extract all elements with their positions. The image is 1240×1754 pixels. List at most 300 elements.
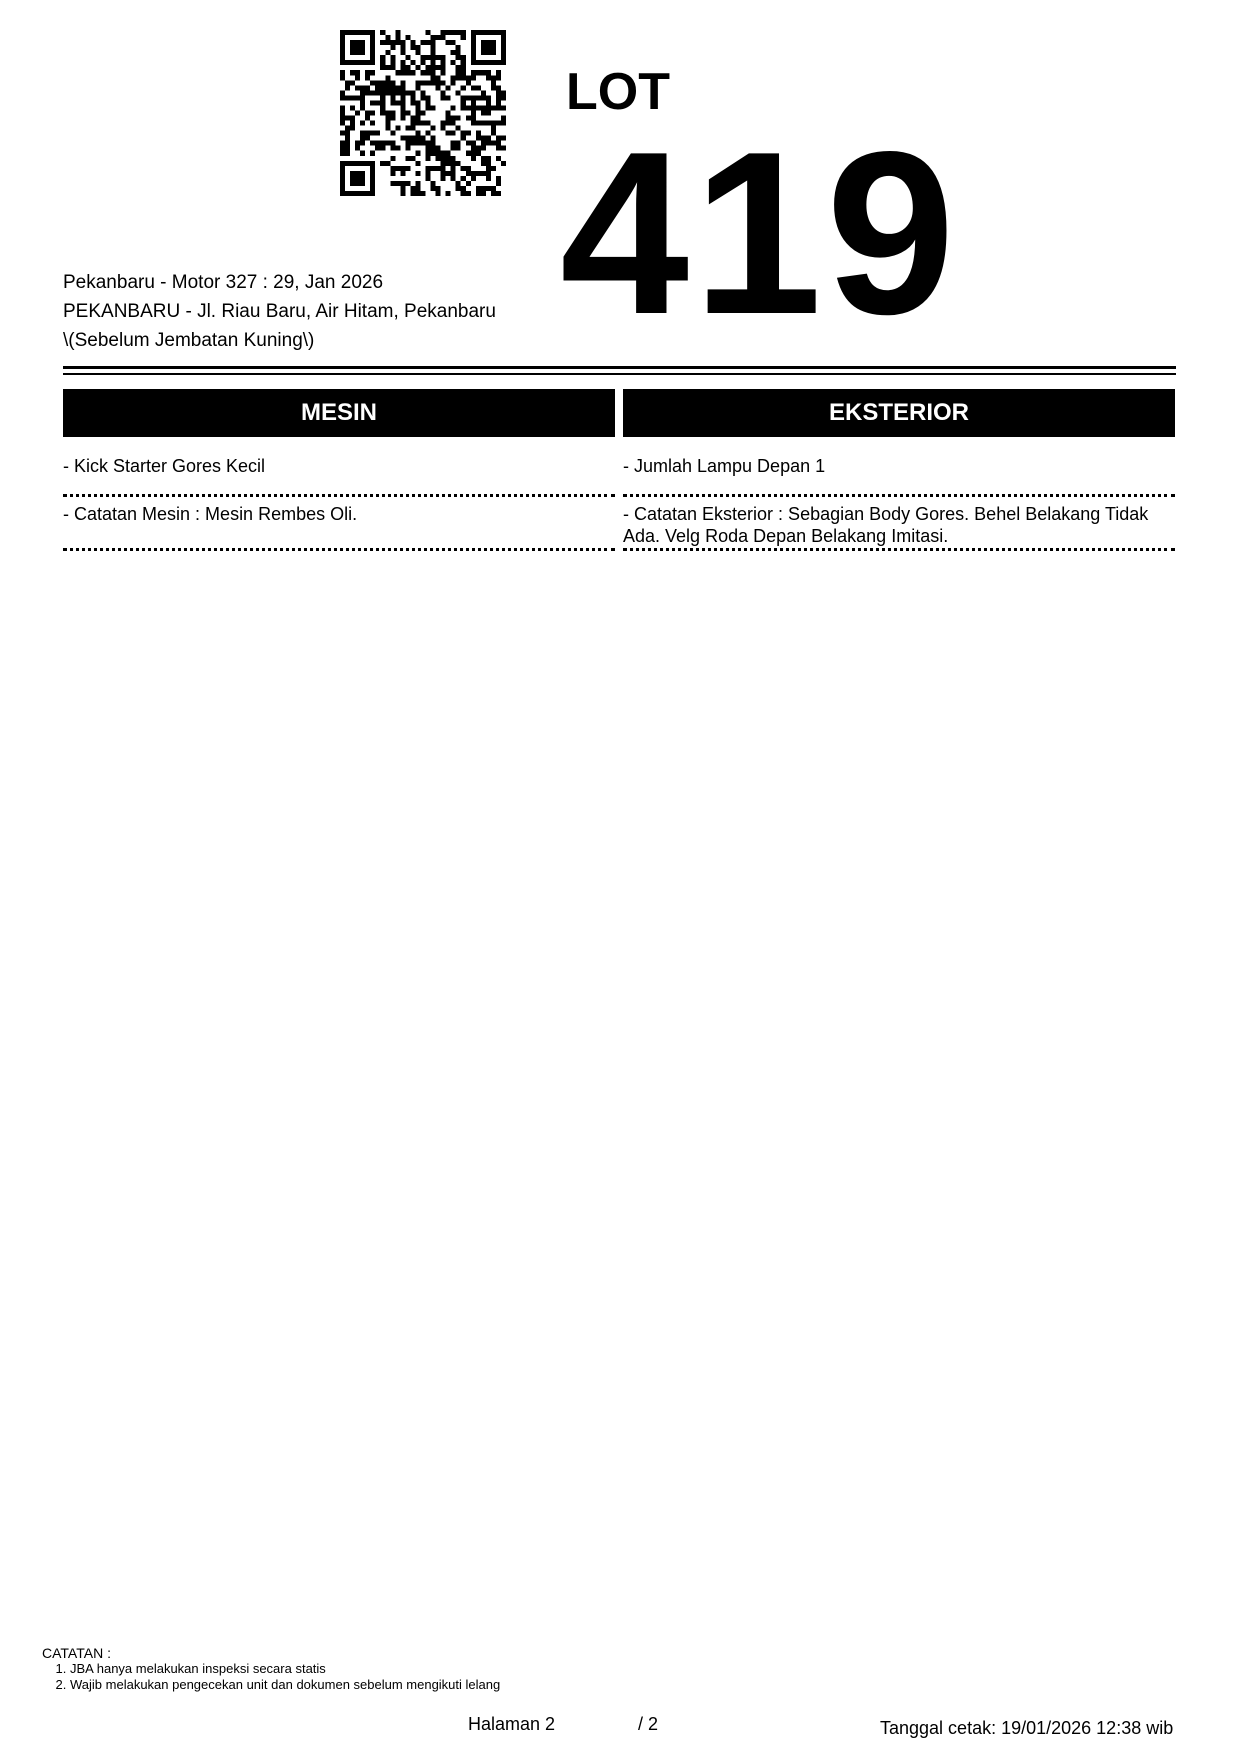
qr-module xyxy=(471,85,476,90)
qr-module xyxy=(471,45,476,50)
qr-module xyxy=(340,70,345,75)
qr-module xyxy=(345,146,350,151)
qr-module xyxy=(390,65,395,70)
qr-module xyxy=(456,30,461,35)
qr-module xyxy=(476,186,481,191)
qr-module xyxy=(436,35,441,40)
qr-module xyxy=(426,156,431,161)
qr-module xyxy=(461,191,466,196)
qr-code xyxy=(340,30,506,196)
qr-module xyxy=(355,95,360,100)
qr-module xyxy=(415,141,420,146)
qr-module xyxy=(426,40,431,45)
qr-module xyxy=(496,176,501,181)
qr-module xyxy=(436,151,441,156)
qr-module xyxy=(360,191,365,196)
qr-module xyxy=(436,85,441,90)
qr-module xyxy=(355,191,360,196)
qr-module xyxy=(410,136,415,141)
qr-module xyxy=(390,131,395,136)
qr-module xyxy=(365,131,370,136)
qr-module xyxy=(461,70,466,75)
qr-module xyxy=(350,95,355,100)
qr-module xyxy=(486,75,491,80)
qr-module xyxy=(496,100,501,105)
qr-module xyxy=(481,110,486,115)
qr-module xyxy=(385,75,390,80)
qr-module xyxy=(481,90,486,95)
qr-module xyxy=(491,105,496,110)
qr-module xyxy=(355,141,360,146)
qr-module xyxy=(345,191,350,196)
qr-module xyxy=(501,161,506,166)
qr-module xyxy=(441,95,446,100)
qr-module xyxy=(426,95,431,100)
qr-module xyxy=(360,95,365,100)
qr-module xyxy=(501,116,506,121)
qr-module xyxy=(380,80,385,85)
qr-module xyxy=(365,60,370,65)
page-number: Halaman 2 xyxy=(468,1714,556,1734)
lot-number: 419 xyxy=(560,104,960,363)
qr-module xyxy=(461,166,466,171)
qr-module xyxy=(476,171,481,176)
qr-module xyxy=(360,90,365,95)
qr-module xyxy=(476,121,481,126)
qr-module xyxy=(410,90,415,95)
qr-module xyxy=(360,131,365,136)
qr-module xyxy=(415,191,420,196)
qr-module xyxy=(501,40,506,45)
qr-module xyxy=(405,110,410,115)
qr-module xyxy=(501,146,506,151)
qr-module xyxy=(491,50,496,55)
qr-module xyxy=(426,65,431,70)
qr-module xyxy=(471,171,476,176)
qr-module xyxy=(441,55,446,60)
qr-module xyxy=(400,191,405,196)
qr-module xyxy=(426,55,431,60)
qr-module xyxy=(451,161,456,166)
qr-module xyxy=(426,70,431,75)
qr-module xyxy=(461,75,466,80)
qr-module xyxy=(400,181,405,186)
qr-module xyxy=(461,30,466,35)
qr-module xyxy=(466,105,471,110)
list-item: - Jumlah Lampu Depan 1 xyxy=(623,437,1175,497)
qr-module xyxy=(496,156,501,161)
qr-module xyxy=(466,116,471,121)
qr-module xyxy=(345,30,350,35)
qr-module xyxy=(471,55,476,60)
qr-module xyxy=(360,181,365,186)
qr-module xyxy=(395,146,400,151)
qr-module xyxy=(451,60,456,65)
qr-module xyxy=(441,171,446,176)
qr-module xyxy=(380,85,385,90)
qr-module xyxy=(481,70,486,75)
divider xyxy=(63,366,1176,369)
qr-module xyxy=(431,45,436,50)
qr-module xyxy=(390,80,395,85)
qr-module xyxy=(426,100,431,105)
qr-module xyxy=(340,191,345,196)
qr-module xyxy=(431,186,436,191)
qr-module xyxy=(390,55,395,60)
qr-module xyxy=(340,40,345,45)
qr-module xyxy=(345,131,350,136)
qr-module xyxy=(461,105,466,110)
qr-module xyxy=(436,191,441,196)
qr-module xyxy=(451,30,456,35)
qr-module xyxy=(370,161,375,166)
qr-module xyxy=(340,131,345,136)
auction-location: PEKANBARU - Jl. Riau Baru, Air Hitam, Pekanbaru xyxy=(63,301,496,322)
qr-module xyxy=(410,126,415,131)
qr-module xyxy=(380,55,385,60)
qr-module xyxy=(461,35,466,40)
qr-module xyxy=(456,65,461,70)
qr-module xyxy=(501,121,506,126)
qr-module xyxy=(375,131,380,136)
qr-module xyxy=(410,191,415,196)
qr-module xyxy=(370,35,375,40)
qr-module xyxy=(365,75,370,80)
qr-module xyxy=(400,110,405,115)
qr-module xyxy=(350,176,355,181)
qr-module xyxy=(471,116,476,121)
qr-module xyxy=(415,80,420,85)
qr-module xyxy=(400,116,405,121)
qr-module xyxy=(375,141,380,146)
qr-module xyxy=(390,141,395,146)
qr-module xyxy=(380,110,385,115)
qr-module xyxy=(420,55,425,60)
notes-list xyxy=(42,1661,500,1693)
qr-module xyxy=(400,171,405,176)
qr-module xyxy=(390,95,395,100)
qr-module xyxy=(466,191,471,196)
qr-module xyxy=(415,65,420,70)
qr-module xyxy=(466,75,471,80)
qr-module xyxy=(481,156,486,161)
qr-module xyxy=(420,70,425,75)
qr-module xyxy=(446,116,451,121)
qr-module xyxy=(390,156,395,161)
qr-module xyxy=(360,85,365,90)
qr-module xyxy=(400,45,405,50)
qr-module xyxy=(426,151,431,156)
qr-module xyxy=(471,100,476,105)
qr-module xyxy=(340,55,345,60)
qr-module xyxy=(446,151,451,156)
qr-module xyxy=(481,95,486,100)
divider xyxy=(63,373,1176,375)
qr-module xyxy=(466,166,471,171)
qr-module xyxy=(481,105,486,110)
qr-module xyxy=(410,116,415,121)
qr-module xyxy=(360,40,365,45)
qr-module xyxy=(456,116,461,121)
qr-module xyxy=(496,146,501,151)
qr-module xyxy=(395,100,400,105)
qr-module xyxy=(471,50,476,55)
qr-module xyxy=(486,60,491,65)
qr-module xyxy=(486,166,491,171)
qr-module xyxy=(350,191,355,196)
qr-module xyxy=(350,45,355,50)
qr-module xyxy=(476,146,481,151)
qr-module xyxy=(436,65,441,70)
qr-module xyxy=(441,90,446,95)
qr-module xyxy=(456,146,461,151)
qr-module xyxy=(481,40,486,45)
qr-module xyxy=(431,146,436,151)
qr-module xyxy=(471,110,476,115)
qr-module xyxy=(471,121,476,126)
qr-module xyxy=(496,121,501,126)
qr-module xyxy=(456,141,461,146)
qr-module xyxy=(350,80,355,85)
qr-module xyxy=(441,121,446,126)
qr-module xyxy=(400,50,405,55)
page-total: / 2 xyxy=(638,1714,659,1734)
qr-module xyxy=(476,70,481,75)
qr-module xyxy=(385,50,390,55)
qr-module xyxy=(501,45,506,50)
qr-module xyxy=(431,55,436,60)
qr-module xyxy=(476,191,481,196)
qr-module xyxy=(380,146,385,151)
qr-module xyxy=(360,141,365,146)
qr-module xyxy=(410,186,415,191)
qr-module xyxy=(466,80,471,85)
qr-module xyxy=(446,30,451,35)
qr-module xyxy=(486,176,491,181)
qr-module xyxy=(471,70,476,75)
qr-module xyxy=(456,181,461,186)
qr-module xyxy=(481,136,486,141)
qr-module xyxy=(405,146,410,151)
qr-module xyxy=(405,136,410,141)
lot-label: LOT xyxy=(566,63,670,121)
qr-module xyxy=(501,35,506,40)
qr-module xyxy=(486,95,491,100)
qr-module xyxy=(385,35,390,40)
qr-module xyxy=(441,70,446,75)
qr-module xyxy=(501,95,506,100)
qr-module xyxy=(400,136,405,141)
qr-module xyxy=(501,50,506,55)
qr-module xyxy=(345,60,350,65)
qr-module xyxy=(370,70,375,75)
qr-module xyxy=(370,171,375,176)
qr-module xyxy=(370,191,375,196)
qr-module xyxy=(355,171,360,176)
qr-module xyxy=(415,110,420,115)
qr-module xyxy=(486,40,491,45)
qr-module xyxy=(426,146,431,151)
qr-module xyxy=(360,161,365,166)
qr-module xyxy=(350,121,355,126)
qr-module xyxy=(426,141,431,146)
qr-module xyxy=(486,30,491,35)
qr-module xyxy=(365,161,370,166)
list-item: - Catatan Mesin : Mesin Rembes Oli. xyxy=(63,497,615,551)
qr-module xyxy=(340,30,345,35)
qr-module xyxy=(481,30,486,35)
qr-module xyxy=(385,65,390,70)
qr-module xyxy=(436,146,441,151)
qr-module xyxy=(380,95,385,100)
qr-module xyxy=(431,40,436,45)
qr-module xyxy=(345,136,350,141)
qr-module xyxy=(360,45,365,50)
qr-module xyxy=(491,131,496,136)
qr-module xyxy=(441,30,446,35)
qr-module xyxy=(365,136,370,141)
qr-module xyxy=(420,90,425,95)
qr-module xyxy=(486,105,491,110)
qr-module xyxy=(370,110,375,115)
qr-module xyxy=(451,166,456,171)
qr-module xyxy=(385,90,390,95)
qr-module xyxy=(395,40,400,45)
qr-module xyxy=(345,126,350,131)
qr-module xyxy=(446,171,451,176)
qr-module xyxy=(441,151,446,156)
qr-module xyxy=(436,186,441,191)
qr-module xyxy=(496,95,501,100)
qr-module xyxy=(355,40,360,45)
qr-module xyxy=(365,70,370,75)
qr-module xyxy=(380,90,385,95)
qr-module xyxy=(481,50,486,55)
qr-module xyxy=(345,151,350,156)
qr-module xyxy=(345,116,350,121)
qr-module xyxy=(405,156,410,161)
qr-module xyxy=(481,121,486,126)
qr-module xyxy=(420,136,425,141)
qr-module xyxy=(355,181,360,186)
qr-module xyxy=(431,65,436,70)
qr-module xyxy=(400,40,405,45)
qr-module xyxy=(496,85,501,90)
qr-module xyxy=(461,65,466,70)
section-title: EKSTERIOR xyxy=(623,389,1175,437)
qr-module xyxy=(380,40,385,45)
qr-module xyxy=(491,45,496,50)
qr-module xyxy=(415,181,420,186)
qr-module xyxy=(395,166,400,171)
qr-module xyxy=(390,45,395,50)
qr-module xyxy=(370,181,375,186)
qr-module xyxy=(441,60,446,65)
qr-module xyxy=(446,161,451,166)
qr-module xyxy=(471,30,476,35)
qr-module xyxy=(390,90,395,95)
qr-module xyxy=(355,75,360,80)
qr-module xyxy=(451,156,456,161)
qr-module xyxy=(431,35,436,40)
qr-module xyxy=(456,45,461,50)
qr-module xyxy=(496,181,501,186)
qr-module xyxy=(466,151,471,156)
qr-module xyxy=(415,136,420,141)
qr-module xyxy=(395,90,400,95)
qr-module xyxy=(496,70,501,75)
qr-module xyxy=(400,90,405,95)
section-title: MESIN xyxy=(63,389,615,437)
qr-module xyxy=(486,110,491,115)
qr-module xyxy=(426,121,431,126)
qr-module xyxy=(405,65,410,70)
note-item: 2. Wajib melakukan pengecekan unit dan dokumen sebelum mengikuti lelang xyxy=(70,1677,500,1693)
qr-module xyxy=(375,80,380,85)
qr-module xyxy=(491,186,496,191)
qr-module xyxy=(426,80,431,85)
qr-module xyxy=(400,100,405,105)
qr-module xyxy=(446,85,451,90)
qr-module xyxy=(340,45,345,50)
qr-module xyxy=(370,186,375,191)
qr-module xyxy=(426,171,431,176)
qr-module xyxy=(360,60,365,65)
qr-module xyxy=(365,110,370,115)
qr-module xyxy=(461,60,466,65)
qr-module xyxy=(441,166,446,171)
qr-module xyxy=(501,60,506,65)
qr-module xyxy=(355,45,360,50)
qr-module xyxy=(360,121,365,126)
qr-module xyxy=(481,146,486,151)
auction-info xyxy=(63,268,563,355)
qr-module xyxy=(491,60,496,65)
qr-module xyxy=(476,60,481,65)
qr-module xyxy=(476,30,481,35)
qr-module xyxy=(355,85,360,90)
qr-module xyxy=(340,151,345,156)
qr-module xyxy=(451,75,456,80)
qr-module xyxy=(431,80,436,85)
qr-module xyxy=(355,50,360,55)
section-eksterior xyxy=(623,389,1175,551)
qr-module xyxy=(340,161,345,166)
qr-module xyxy=(350,60,355,65)
qr-module xyxy=(385,121,390,126)
qr-module xyxy=(415,85,420,90)
qr-module xyxy=(491,191,496,196)
qr-module xyxy=(431,60,436,65)
qr-module xyxy=(476,105,481,110)
qr-module xyxy=(340,95,345,100)
qr-module xyxy=(410,60,415,65)
qr-module xyxy=(340,141,345,146)
qr-module xyxy=(385,161,390,166)
qr-module xyxy=(456,90,461,95)
qr-module xyxy=(436,55,441,60)
qr-module xyxy=(415,105,420,110)
qr-module xyxy=(340,60,345,65)
qr-module xyxy=(441,161,446,166)
qr-module xyxy=(426,30,431,35)
qr-module xyxy=(360,30,365,35)
qr-module xyxy=(491,75,496,80)
qr-module xyxy=(385,80,390,85)
qr-module xyxy=(390,40,395,45)
qr-module xyxy=(501,105,506,110)
qr-module xyxy=(451,80,456,85)
